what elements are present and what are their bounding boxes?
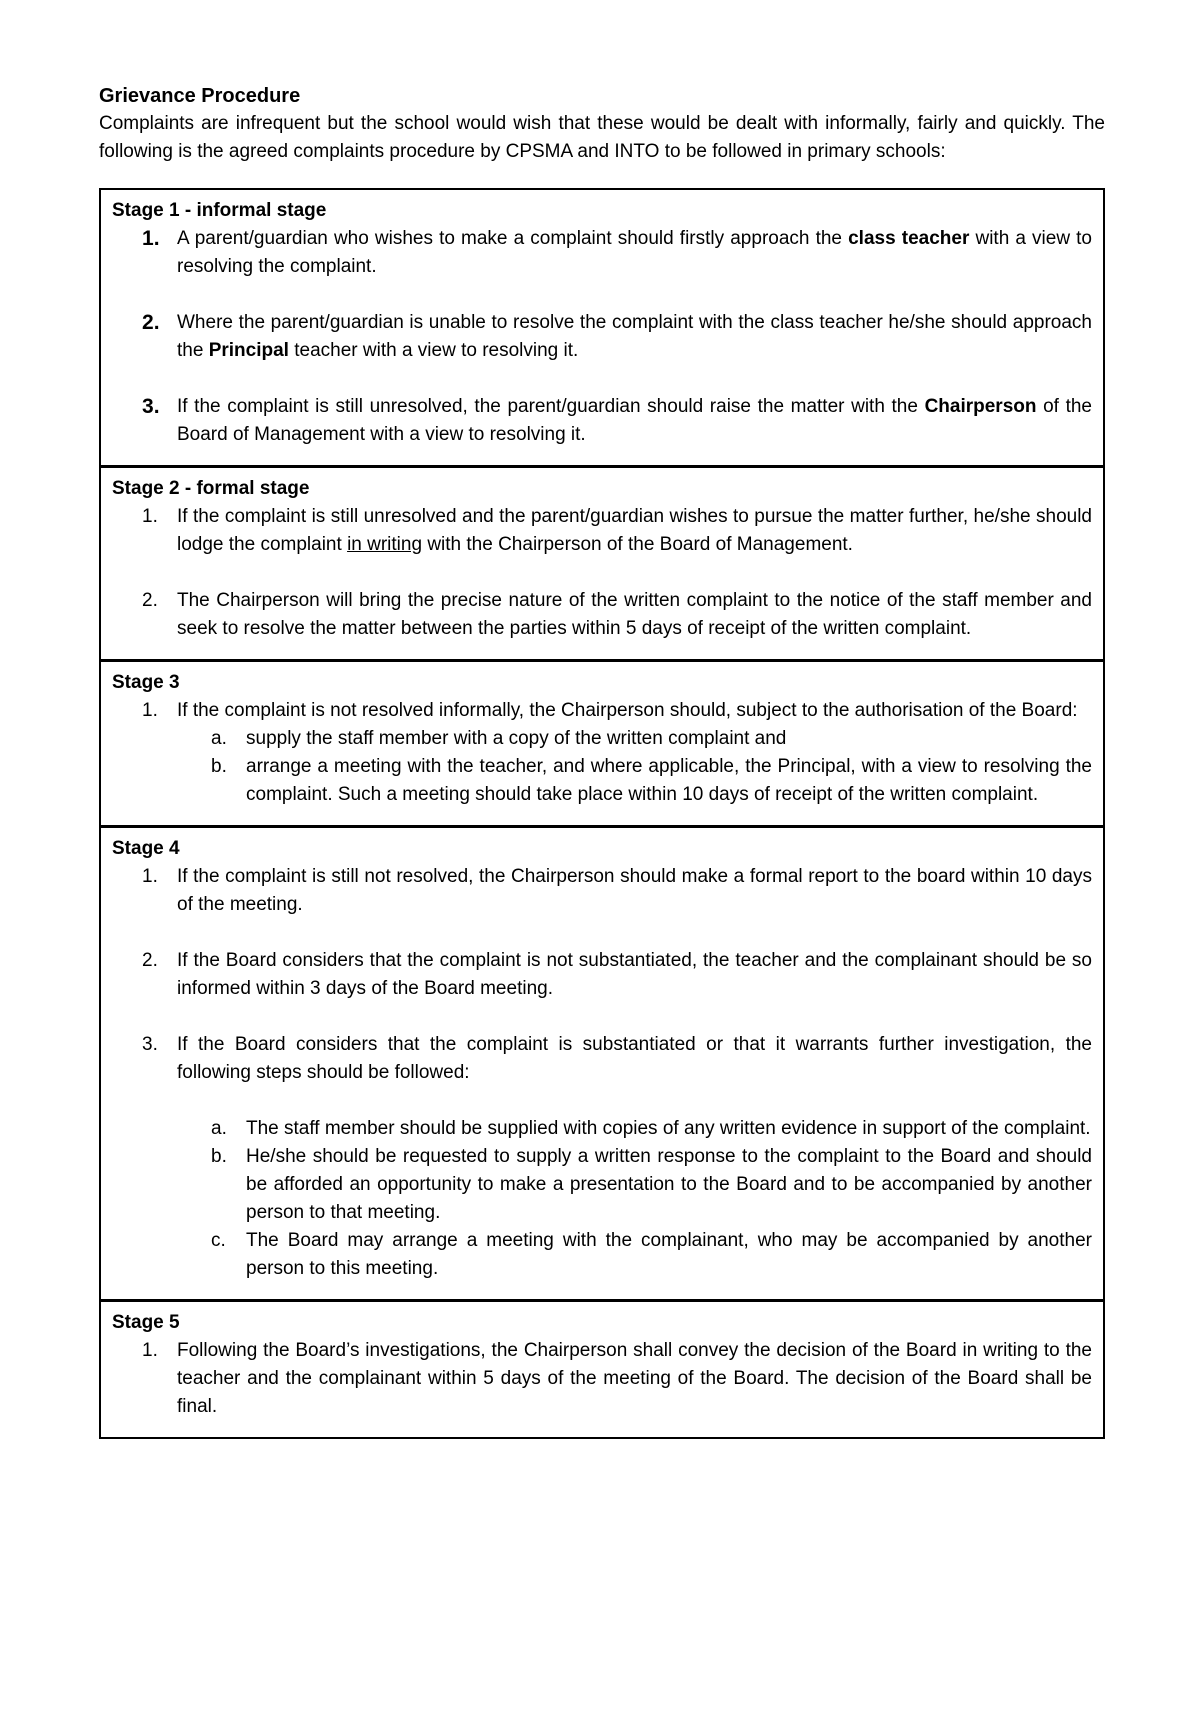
stage-1-list xyxy=(112,225,1092,449)
text-segment: Following the Board’s investigations, the Chairperson shall convey the decision of the Board in writing to the teacher and the complainant within 5 days of the meeting of the Board. The decision of the Board shall be final. xyxy=(177,1340,1092,1417)
text-segment: If the complaint is still not resolved, the Chairperson should make a formal report to the board within 10 days of the meeting. xyxy=(177,866,1092,915)
text-segment: If the Board considers that the complaint is not substantiated, the teacher and the complainant should be so informed within 3 days of the Board meeting. xyxy=(177,950,1092,999)
list-item xyxy=(112,697,1092,809)
text-segment: If the complaint is not resolved informally, the Chairperson should, subject to the authorisation of the Board: xyxy=(177,700,1078,721)
sub-list xyxy=(177,725,1092,809)
sub-list-item xyxy=(177,753,1092,809)
sub-list-item xyxy=(177,1115,1092,1143)
list-item xyxy=(112,863,1092,919)
list-item xyxy=(112,947,1092,1003)
text-segment: arrange a meeting with the teacher, and where applicable, the Principal, with a view to resolving the complaint. Such a meeting should take place within 10 days of receipt of the written complaint. xyxy=(246,756,1092,805)
text-segment: The staff member should be supplied with copies of any written evidence in support of the complaint. xyxy=(246,1118,1091,1139)
stage-2-heading: Stage 2 - formal stage xyxy=(112,478,310,499)
intro-paragraph: Complaints are infrequent but the school would wish that these would be dealt with informally, fairly and quickly. The following is the agreed complaints procedure by CPSMA and INTO to be followed in primary schools: xyxy=(99,113,1105,162)
list-item xyxy=(112,393,1092,449)
text-segment: with the Chairperson of the Board of Management. xyxy=(422,534,853,555)
text-segment: He/she should be requested to supply a written response to the complaint to the Board and should be afforded an opportunity to make a presentation to the Board and to be accompanied by another person to that meeting. xyxy=(246,1146,1092,1223)
text-segment: If the complaint is still unresolved, the parent/guardian should raise the matter with the xyxy=(177,396,925,417)
stage-2-list xyxy=(112,503,1092,643)
stage-2-section xyxy=(101,465,1103,659)
text-segment: The Board may arrange a meeting with the complainant, who may be accompanied by another person to this meeting. xyxy=(246,1230,1092,1279)
underlined-text: in writing xyxy=(347,534,423,555)
page-title: Grievance Procedure xyxy=(99,85,301,107)
text-segment: The Chairperson will bring the precise nature of the written complaint to the notice of the staff member and seek to resolve the matter between the parties within 5 days of receipt of the written complaint. xyxy=(177,590,1092,639)
stage-5-section xyxy=(101,1299,1103,1437)
stage-3-section xyxy=(101,659,1103,825)
list-item xyxy=(112,587,1092,643)
stage-3-list xyxy=(112,697,1092,809)
stage-5-list xyxy=(112,1337,1092,1421)
text-segment: A parent/guardian who wishes to make a complaint should firstly approach the xyxy=(177,228,849,249)
text-segment: with a view to resolving the complaint. xyxy=(177,228,1093,277)
bold-text: Chairperson xyxy=(924,396,1037,417)
stage-4-heading: Stage 4 xyxy=(112,838,180,859)
sub-list-item xyxy=(177,1143,1092,1227)
text-segment: Where the parent/guardian is unable to resolve the complaint with the class teacher he/she should approach the xyxy=(177,312,1092,361)
list-item xyxy=(112,1337,1092,1421)
list-item xyxy=(112,309,1092,365)
sub-list xyxy=(177,1115,1092,1283)
stage-4-list xyxy=(112,863,1092,1283)
text-segment: teacher with a view to resolving it. xyxy=(288,340,579,361)
stage-1-heading: Stage 1 - informal stage xyxy=(112,200,327,221)
bold-text: Principal xyxy=(208,340,289,361)
stage-5-heading: Stage 5 xyxy=(112,1312,180,1333)
list-item xyxy=(112,503,1092,559)
stage-4-section xyxy=(101,825,1103,1299)
sub-list-item xyxy=(177,725,1092,753)
sub-list-item xyxy=(177,1227,1092,1283)
stage-1-section xyxy=(101,190,1103,465)
procedure-table xyxy=(99,188,1105,1439)
list-item xyxy=(112,225,1092,281)
text-segment: If the complaint is still unresolved and the parent/guardian wishes to pursue the matter further, he/she should lodge the complaint xyxy=(177,506,1092,555)
bold-text: class teacher xyxy=(848,228,970,249)
stage-3-heading: Stage 3 xyxy=(112,672,180,693)
text-segment: If the Board considers that the complaint is substantiated or that it warrants further investigation, the following steps should be followed: xyxy=(177,1034,1092,1083)
text-segment: supply the staff member with a copy of the written complaint and xyxy=(246,728,787,749)
text-segment: of the Board of Management with a view to resolving it. xyxy=(177,396,1092,445)
list-item xyxy=(112,1031,1092,1283)
